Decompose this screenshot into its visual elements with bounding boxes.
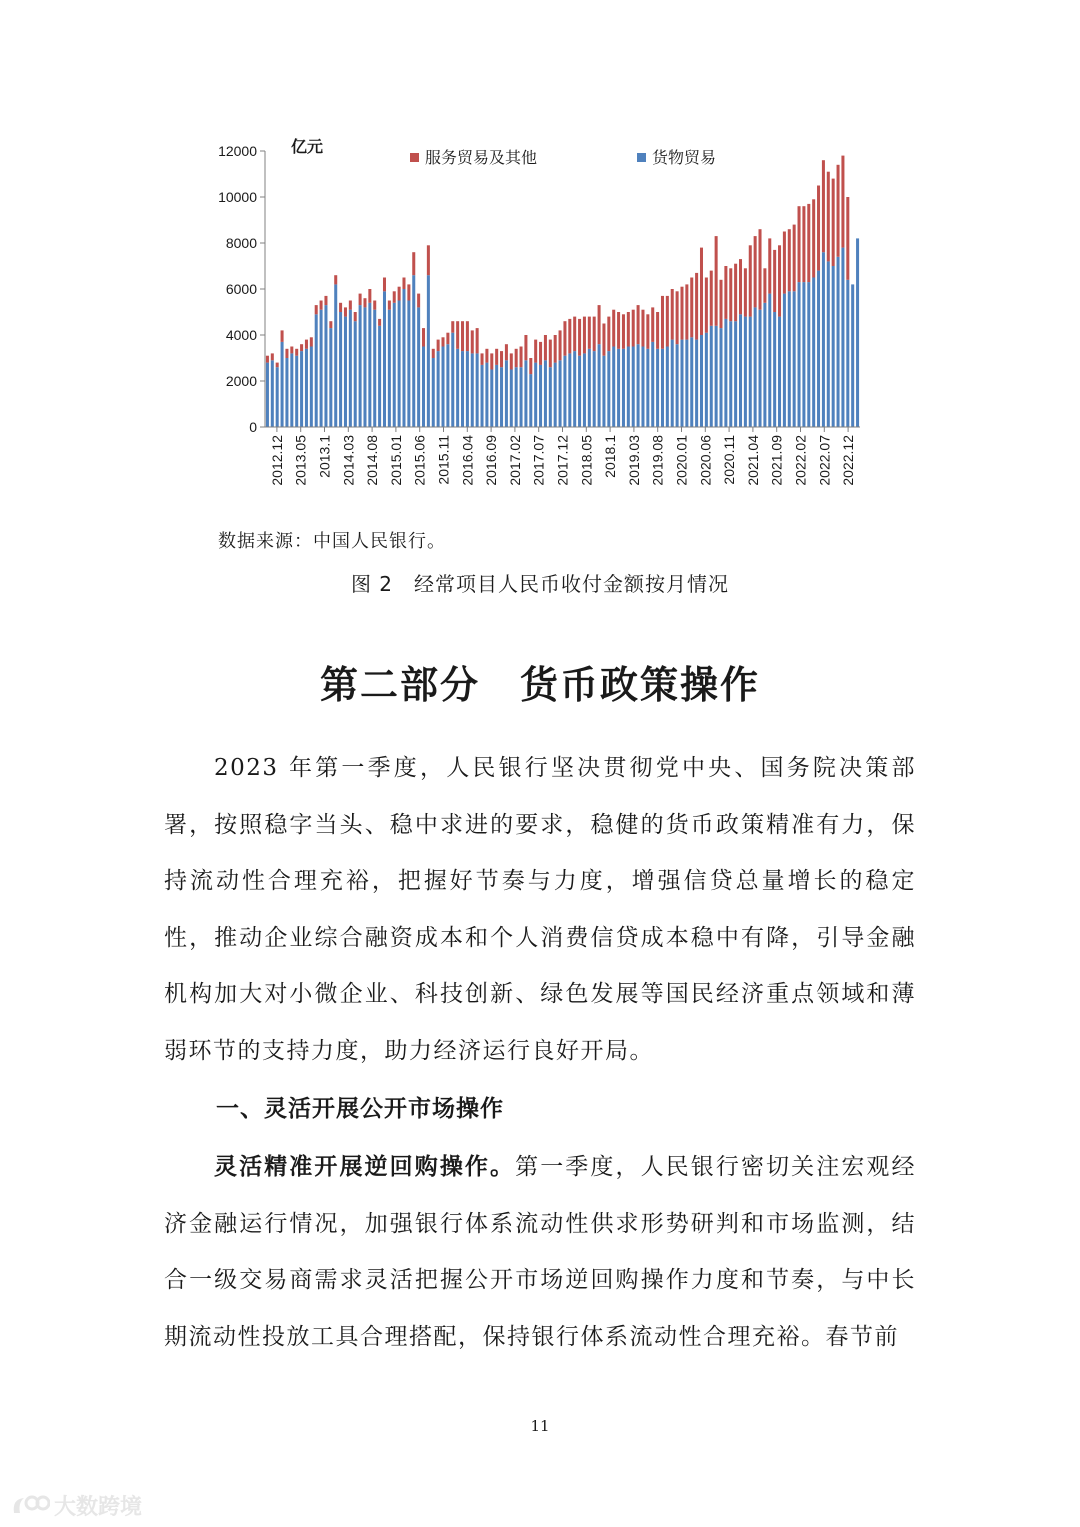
- bar-goods: [383, 291, 386, 427]
- x-tick-label: 2017.12: [554, 435, 571, 486]
- bar-goods: [300, 351, 303, 427]
- x-tick-label: 2022.07: [816, 435, 833, 486]
- bar-goods: [690, 337, 693, 427]
- bar-goods: [768, 294, 771, 427]
- bar-goods: [578, 356, 581, 427]
- bar-goods: [539, 365, 542, 427]
- y-tick-label: 10000: [218, 189, 257, 205]
- paragraph-body: 第一季度，人民银行密切关注宏观经济金融运行情况，加强银行体系流动性供求形势研判和市场监测，结合一级交易商需求灵活把握公开市场逆回购操作力度和节奏，与中长期流动性投放工具合理搭配，保持银行体系流动性合理充裕。春节前: [164, 1154, 917, 1350]
- bar-goods: [680, 340, 683, 427]
- x-tick-label: 2015.11: [435, 435, 452, 485]
- bar-goods: [593, 351, 596, 427]
- bar-service: [763, 268, 766, 303]
- paragraph-open-market: [164, 1139, 916, 1365]
- x-tick-label: 2013.1: [316, 435, 333, 478]
- y-tick-label: 2000: [225, 373, 257, 389]
- bar-goods: [534, 363, 537, 427]
- bar-goods: [432, 358, 435, 427]
- bar-service: [563, 321, 566, 356]
- bar-service: [500, 351, 503, 367]
- trade-chart: [205, 130, 875, 510]
- bar-service: [398, 287, 401, 301]
- x-tick-label: 2022.12: [840, 435, 857, 486]
- bar-goods: [700, 335, 703, 427]
- bar-goods: [315, 314, 318, 427]
- bar-goods: [749, 317, 752, 427]
- bar-service: [700, 248, 703, 335]
- x-tick-label: 2021.09: [768, 435, 785, 486]
- bar-service: [724, 266, 727, 319]
- bar-service: [739, 259, 742, 314]
- bar-goods: [563, 356, 566, 427]
- bar-service: [534, 340, 537, 363]
- bar-service: [407, 284, 410, 300]
- bar-goods: [398, 301, 401, 428]
- bar-service: [768, 238, 771, 293]
- x-tick-label: 2014.08: [364, 435, 381, 486]
- bar-service: [476, 328, 479, 353]
- bar-goods: [798, 282, 801, 427]
- bar-service: [363, 298, 366, 307]
- bar-goods: [524, 360, 527, 427]
- bar-service: [793, 225, 796, 292]
- bar-service: [719, 280, 722, 328]
- bar-goods: [734, 321, 737, 427]
- x-tick-label: 2019.08: [649, 435, 666, 486]
- bar-service: [515, 349, 518, 367]
- bar-goods: [451, 333, 454, 427]
- bar-service: [490, 353, 493, 369]
- bar-goods: [812, 278, 815, 428]
- bar-goods: [412, 275, 415, 427]
- bar-goods: [637, 344, 640, 427]
- bar-goods: [817, 271, 820, 427]
- bar-goods: [402, 289, 405, 427]
- bar-service: [744, 268, 747, 316]
- bar-service: [651, 307, 654, 342]
- bar-goods: [568, 353, 571, 427]
- bar-service: [271, 353, 274, 360]
- bar-service: [841, 156, 844, 248]
- bar-goods: [759, 310, 762, 427]
- bar-service: [827, 172, 830, 262]
- bar-service: [685, 284, 688, 339]
- bar-service: [329, 321, 332, 328]
- bar-service: [310, 337, 313, 346]
- bar-service: [393, 291, 396, 303]
- bar-goods: [739, 314, 742, 427]
- bar-service: [637, 305, 640, 344]
- page-number: 11: [530, 1417, 550, 1435]
- bar-goods: [632, 347, 635, 428]
- bar-goods: [661, 349, 664, 427]
- bar-goods: [724, 319, 727, 427]
- bar-goods: [837, 257, 840, 427]
- bar-goods: [773, 312, 776, 427]
- bar-goods: [754, 307, 757, 427]
- x-tick-label: 2020.01: [673, 435, 690, 486]
- bar-goods: [266, 363, 269, 427]
- bar-service: [295, 349, 298, 356]
- bar-goods: [778, 317, 781, 427]
- bar-service: [559, 330, 562, 360]
- bar-goods: [295, 356, 298, 427]
- x-tick-label: 2020.11: [721, 435, 738, 485]
- bar-service: [461, 321, 464, 351]
- bar-service: [754, 236, 757, 307]
- bar-goods: [529, 374, 532, 427]
- bar-goods: [427, 275, 430, 427]
- bar-service: [427, 245, 430, 275]
- chart-svg: [205, 130, 875, 510]
- bar-goods: [588, 349, 591, 427]
- x-tick-label: 2015.01: [387, 435, 404, 486]
- bar-service: [783, 232, 786, 294]
- bar-service: [627, 312, 630, 347]
- bar-goods: [617, 349, 620, 427]
- bar-service: [573, 317, 576, 352]
- bar-service: [281, 330, 284, 342]
- bar-goods: [695, 340, 698, 427]
- bar-service: [471, 330, 474, 353]
- x-tick-label: 2020.06: [697, 435, 714, 486]
- x-tick-label: 2018.1: [602, 435, 619, 478]
- bar-service: [578, 319, 581, 356]
- bar-service: [417, 294, 420, 308]
- bar-goods: [656, 349, 659, 427]
- part-title: 第二部分 货币政策操作: [319, 663, 760, 707]
- bar-goods: [378, 326, 381, 427]
- bar-goods: [793, 291, 796, 427]
- bar-service: [539, 342, 542, 365]
- bar-service: [846, 197, 849, 280]
- bar-goods: [354, 321, 357, 427]
- bar-goods: [602, 356, 605, 427]
- bar-goods: [788, 291, 791, 427]
- bar-goods: [290, 353, 293, 427]
- bar-service: [466, 321, 469, 351]
- bar-service: [412, 252, 415, 275]
- bar-service: [481, 353, 484, 365]
- y-tick-label: 12000: [218, 143, 257, 159]
- bar-service: [671, 289, 674, 340]
- x-tick-label: 2014.03: [340, 435, 357, 486]
- bar-goods: [641, 347, 644, 428]
- bar-service: [729, 268, 732, 321]
- bar-goods: [417, 307, 420, 427]
- bar-goods: [466, 351, 469, 427]
- x-tick-label: 2013.05: [292, 435, 309, 486]
- bar-goods: [276, 367, 279, 427]
- bar-service: [456, 321, 459, 349]
- x-tick-label: 2021.04: [744, 435, 761, 486]
- bar-goods: [598, 344, 601, 427]
- x-tick-label: 2016.09: [483, 435, 500, 486]
- bar-goods: [305, 349, 308, 427]
- bar-service: [807, 204, 810, 282]
- bar-service: [602, 324, 605, 356]
- bar-goods: [544, 360, 547, 427]
- legend-swatch: [410, 153, 419, 162]
- bar-goods: [846, 280, 849, 427]
- bar-service: [837, 165, 840, 257]
- bar-service: [266, 356, 269, 363]
- bar-goods: [515, 367, 518, 427]
- y-tick-label: 8000: [225, 235, 257, 251]
- chart-unit-label: 亿元: [291, 137, 324, 156]
- bar-service: [305, 340, 308, 349]
- bar-service: [598, 305, 601, 344]
- bar-service: [759, 229, 762, 310]
- bar-goods: [456, 349, 459, 427]
- bar-service: [442, 337, 445, 346]
- bar-service: [324, 296, 327, 305]
- bar-service: [383, 278, 386, 292]
- bar-goods: [827, 261, 830, 427]
- bar-goods: [505, 360, 508, 427]
- paragraph-lead: 灵活精准开展逆回购操作。: [214, 1154, 516, 1180]
- bar-goods: [583, 353, 586, 427]
- watermark-text: 大数跨境: [54, 1495, 143, 1520]
- bar-service: [402, 278, 405, 290]
- bar-goods: [437, 351, 440, 427]
- bar-goods: [646, 349, 649, 427]
- bar-goods: [627, 347, 630, 428]
- bar-service: [632, 310, 635, 347]
- bar-goods: [802, 282, 805, 427]
- x-tick-label: 2016.04: [459, 435, 476, 486]
- bar-goods: [320, 310, 323, 427]
- bar-goods: [393, 303, 396, 427]
- bar-goods: [368, 303, 371, 427]
- bar-goods: [822, 252, 825, 427]
- bar-goods: [359, 305, 362, 427]
- bar-service: [690, 278, 693, 338]
- bar-service: [422, 328, 425, 346]
- bar-goods: [471, 353, 474, 427]
- bar-service: [588, 317, 591, 349]
- bar-service: [315, 305, 318, 314]
- bar-service: [612, 310, 615, 347]
- bar-goods: [729, 321, 732, 427]
- bar-service: [544, 335, 547, 360]
- bar-goods: [671, 340, 674, 427]
- bar-goods: [841, 248, 844, 427]
- bar-goods: [490, 370, 493, 428]
- bar-service: [817, 186, 820, 271]
- bar-goods: [607, 351, 610, 427]
- bar-service: [505, 344, 508, 360]
- bar-goods: [685, 340, 688, 427]
- bar-goods: [651, 342, 654, 427]
- bar-service: [802, 206, 805, 282]
- bar-service: [529, 358, 532, 374]
- bar-goods: [676, 344, 679, 427]
- bar-goods: [495, 365, 498, 427]
- bar-service: [285, 349, 288, 358]
- bar-goods: [719, 328, 722, 427]
- bar-goods: [461, 351, 464, 427]
- bar-service: [344, 307, 347, 316]
- bar-service: [495, 349, 498, 365]
- bar-goods: [310, 347, 313, 428]
- bar-goods: [856, 238, 859, 427]
- bar-goods: [324, 305, 327, 427]
- bar-goods: [549, 367, 552, 427]
- bar-goods: [281, 342, 284, 427]
- bar-goods: [442, 347, 445, 428]
- bar-service: [359, 294, 362, 306]
- bar-service: [432, 349, 435, 358]
- y-tick-label: 4000: [225, 327, 257, 343]
- bar-goods: [349, 310, 352, 427]
- bar-service: [661, 296, 664, 349]
- bar-goods: [363, 307, 366, 427]
- bar-goods: [422, 347, 425, 428]
- bar-goods: [783, 294, 786, 427]
- bar-goods: [481, 365, 484, 427]
- bar-service: [568, 319, 571, 354]
- bar-goods: [622, 349, 625, 427]
- bar-service: [320, 301, 323, 310]
- bar-goods: [573, 351, 576, 427]
- bar-service: [641, 310, 644, 347]
- bar-service: [593, 317, 596, 352]
- bar-goods: [612, 347, 615, 428]
- bar-service: [680, 287, 683, 340]
- bar-goods: [500, 367, 503, 427]
- bar-service: [832, 179, 835, 266]
- bar-service: [822, 160, 825, 252]
- bar-service: [617, 312, 620, 349]
- bar-service: [354, 312, 357, 321]
- bar-goods: [329, 328, 332, 427]
- bar-service: [554, 335, 557, 363]
- bar-service: [788, 229, 791, 291]
- legend-swatch: [637, 153, 646, 162]
- bar-goods: [832, 266, 835, 427]
- bar-service: [451, 321, 454, 333]
- bar-service: [524, 335, 527, 360]
- bar-service: [798, 206, 801, 282]
- bar-goods: [334, 284, 337, 427]
- bar-goods: [744, 317, 747, 427]
- bar-goods: [851, 284, 854, 427]
- bar-goods: [715, 326, 718, 427]
- bar-goods: [339, 312, 342, 427]
- x-tick-label: 2015.06: [411, 435, 428, 486]
- bar-service: [607, 317, 610, 352]
- bar-goods: [554, 363, 557, 427]
- bar-goods: [285, 358, 288, 427]
- bar-goods: [520, 367, 523, 427]
- bar-service: [583, 317, 586, 354]
- bar-goods: [271, 360, 274, 427]
- bar-service: [446, 333, 449, 345]
- bar-goods: [373, 310, 376, 427]
- bar-service: [705, 278, 708, 333]
- bar-service: [695, 273, 698, 340]
- bar-goods: [705, 333, 708, 427]
- bar-goods: [710, 326, 713, 427]
- bar-goods: [763, 303, 766, 427]
- bar-service: [676, 291, 679, 344]
- bar-service: [378, 319, 381, 326]
- x-tick-label: 2022.02: [792, 435, 809, 486]
- y-tick-label: 6000: [225, 281, 257, 297]
- legend-label: 服务贸易及其他: [425, 148, 538, 167]
- bar-service: [666, 296, 669, 347]
- bar-service: [710, 271, 713, 326]
- bar-service: [715, 236, 718, 326]
- bar-service: [276, 363, 279, 368]
- x-tick-label: 2018.05: [578, 435, 595, 486]
- bar-goods: [476, 353, 479, 427]
- bar-goods: [446, 344, 449, 427]
- x-tick-label: 2017.02: [506, 435, 523, 486]
- x-tick-label: 2019.03: [625, 435, 642, 486]
- bar-service: [656, 312, 659, 349]
- x-tick-label: 2017.07: [530, 435, 547, 486]
- bar-service: [339, 303, 342, 312]
- bar-goods: [388, 310, 391, 427]
- bar-service: [485, 349, 488, 363]
- bar-service: [290, 347, 293, 354]
- bar-service: [622, 314, 625, 349]
- bar-service: [734, 264, 737, 322]
- figure-caption: 图 2 经常项目人民币收付金额按月情况: [350, 572, 730, 596]
- watermark-logo-icon: [10, 1493, 50, 1519]
- bar-goods: [559, 360, 562, 427]
- bar-service: [334, 275, 337, 284]
- bar-service: [437, 340, 440, 352]
- bar-goods: [485, 363, 488, 427]
- bar-service: [520, 347, 523, 368]
- data-source-note: 数据来源：中国人民银行。: [218, 531, 446, 552]
- bar-service: [749, 245, 752, 316]
- bar-service: [773, 250, 776, 312]
- legend-label: 货物贸易: [652, 148, 717, 167]
- bar-service: [368, 289, 371, 303]
- x-tick-label: 2012.12: [268, 435, 285, 486]
- bar-service: [373, 301, 376, 310]
- watermark: [10, 1490, 142, 1521]
- bar-service: [646, 314, 649, 349]
- y-tick-label: 0: [249, 419, 257, 435]
- bar-goods: [510, 370, 513, 428]
- bar-service: [812, 199, 815, 277]
- bar-service: [388, 301, 391, 310]
- bar-goods: [344, 317, 347, 427]
- section-heading: 一、灵活开展公开市场操作: [216, 1096, 504, 1122]
- bar-goods: [407, 301, 410, 428]
- bar-service: [549, 340, 552, 368]
- bar-service: [778, 245, 781, 316]
- bar-service: [300, 344, 303, 351]
- bar-service: [510, 353, 513, 369]
- bar-goods: [807, 282, 810, 427]
- intro-paragraph: 2023 年第一季度，人民银行坚决贯彻党中央、国务院决策部署，按照稳字当头、稳中求进的要求，稳健的货币政策精准有力，保持流动性合理充裕，把握好节奏与力度，增强信贷总量增长的稳定性，推动企业综合融资成本和个人消费信贷成本稳中有降，引导金融机构加大对小微企业、科技创新、绿色发展等国民经济重点领域和薄弱环节的支持力度，助力经济运行良好开局。: [164, 755, 916, 1064]
- bar-service: [349, 301, 352, 310]
- bar-goods: [666, 347, 669, 428]
